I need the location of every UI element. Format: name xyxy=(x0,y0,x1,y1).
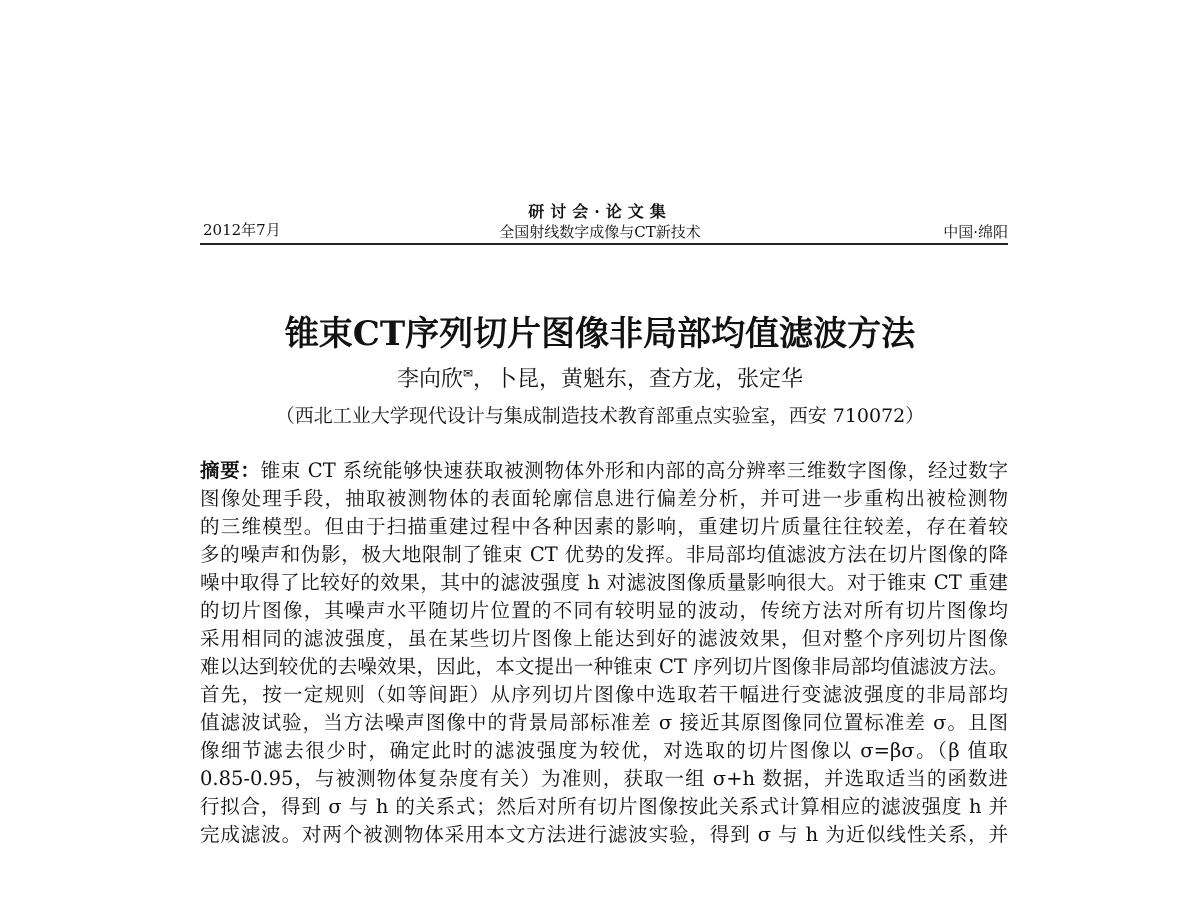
affiliation: （西北工业大学现代设计与集成制造技术教育部重点实验室，西安 710072） xyxy=(275,405,925,427)
abstract-line-text: 首先，按一定规则（如等间距）从序列切片图像中选取若干幅进行变滤波强度的非局部均 xyxy=(200,683,1008,706)
abstract-line-text: 图像处理手段，抽取被测物体的表面轮廓信息进行偏差分析，并可进一步重构出被检测物 xyxy=(200,487,1008,510)
conference-location: 中国·绵阳 xyxy=(943,223,1008,241)
abstract-line xyxy=(200,739,1008,763)
abstract-line xyxy=(200,795,1008,819)
abstract-line xyxy=(200,823,1008,847)
abstract-line xyxy=(200,515,1008,539)
paper-title: 锥束CT序列切片图像非局部均值滤波方法 xyxy=(284,314,916,354)
abstract-line xyxy=(200,571,1008,595)
abstract-line xyxy=(200,487,1008,511)
author-rest: ，卜昆，黄魁东，查方龙，张定华 xyxy=(473,367,804,392)
author-list xyxy=(0,362,1200,393)
abstract-line-text: 的切片图像，其噪声水平随切片位置的不同有较明显的波动，传统方法对所有切片图像均 xyxy=(200,599,1008,622)
abstract-line-text: 噪中取得了比较好的效果，其中的滤波强度 h 对滤波图像质量影响很大。对于锥束 CT 重建 xyxy=(200,571,1008,594)
abstract-line-text: 行拟合，得到 σ 与 h 的关系式；然后对所有切片图像按此关系式计算相应的滤波强度 h 并 xyxy=(200,795,1008,818)
series-title: 研讨会·论文集 xyxy=(528,202,672,221)
envelope-icon: ✉ xyxy=(462,366,474,381)
abstract-line-text: 值滤波试验，当方法噪声图像中的背景局部标准差 σ 接近其原图像同位置标准差 σ。且图 xyxy=(200,711,1008,734)
abstract-line xyxy=(200,655,1008,679)
header-rule xyxy=(200,243,1008,245)
abstract-label: 摘要： xyxy=(200,459,261,482)
abstract-line-text: 的三维模型。但由于扫描重建过程中各种因素的影响，重建切片质量往往较差，存在着较 xyxy=(200,515,1008,538)
abstract-line xyxy=(200,543,1008,567)
abstract-line xyxy=(200,599,1008,623)
running-header xyxy=(0,0,1200,250)
abstract-line-text: 多的噪声和伪影，极大地限制了锥束 CT 优势的发挥。非局部均值滤波方法在切片图像的降 xyxy=(200,543,1008,566)
author-first: 李向欣 xyxy=(396,367,463,392)
abstract-line-text: 完成滤波。对两个被测物体采用本文方法进行滤波实验，得到 σ 与 h 为近似线性关系，并 xyxy=(200,823,1008,846)
abstract-line xyxy=(200,627,1008,651)
abstract-line xyxy=(200,459,1008,483)
abstract-line xyxy=(200,683,1008,707)
abstract-line-text: 0.85-0.95，与被测物体复杂度有关）为准则，获取一组 σ+h 数据，并选取适当的函数进 xyxy=(200,767,1008,790)
abstract-line-text: 采用相同的滤波强度，虽在某些切片图像上能达到好的滤波效果，但对整个序列切片图像 xyxy=(200,627,1008,650)
abstract-line-text: 难以达到较优的去噪效果，因此，本文提出一种锥束 CT 序列切片图像非局部均值滤波方法。 xyxy=(200,655,1008,678)
abstract-line-text: 像细节滤去很少时，确定此时的滤波强度为较优，对选取的切片图像以 σ=βσ。（β 值取 xyxy=(200,739,1008,762)
publication-date: 2012年7月 xyxy=(203,221,281,239)
abstract-line xyxy=(200,711,1008,735)
abstract-line-text: 锥束 CT 系统能够快速获取被测物体外形和内部的高分辨率三维数字图像，经过数字 xyxy=(260,459,1008,482)
abstract-line xyxy=(200,767,1008,791)
conference-name: 全国射线数字成像与CT新技术 xyxy=(499,223,701,241)
